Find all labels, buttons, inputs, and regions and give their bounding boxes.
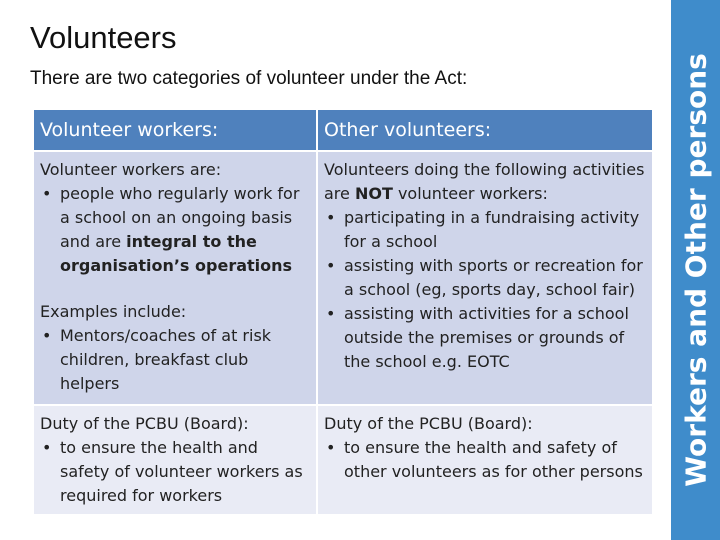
header-other-volunteers: Other volunteers: <box>317 109 653 151</box>
bullet-list <box>324 436 646 484</box>
bullet-list <box>40 182 310 278</box>
side-banner <box>671 0 720 540</box>
list-item: • Mentors/coaches of at risk children, breakfast club helpers <box>60 324 310 396</box>
examples-intro: Examples include: <box>40 302 187 321</box>
header-volunteer-workers: Volunteer workers: <box>33 109 317 151</box>
bullet-text: people who regularly work for a school on an ongoing basis and are <box>60 184 300 251</box>
cell-intro: Volunteer workers are: <box>40 160 222 179</box>
bullet-list <box>40 436 310 508</box>
list-item: • assisting with sports or recreation for a school (eg, sports day, school fair) <box>344 254 646 302</box>
table-header-row <box>33 109 653 151</box>
list-item <box>60 182 310 278</box>
duty-workers-cell <box>33 405 317 515</box>
side-banner-label: Workers and Other persons <box>679 53 712 487</box>
intro-bold-text: NOT <box>354 184 393 203</box>
table-row <box>33 151 653 405</box>
list-item: • assisting with activities for a school outside the premises or grounds of the school e.g. EOTC <box>344 302 646 374</box>
volunteer-table <box>32 108 654 516</box>
cell-intro: Duty of the PCBU (Board): <box>324 414 533 433</box>
duty-others-cell <box>317 405 653 515</box>
intro-text: volunteer workers: <box>392 184 548 203</box>
list-item: • to ensure the health and safety of volunteer workers as required for workers <box>60 436 310 508</box>
other-volunteers-cell <box>317 151 653 405</box>
list-item: • to ensure the health and safety of other volunteers as for other persons <box>344 436 646 484</box>
volunteer-workers-cell <box>33 151 317 405</box>
page-subtitle: There are two categories of volunteer under the Act: <box>30 68 468 89</box>
bullet-list <box>324 206 646 374</box>
list-item: • participating in a fundraising activity for a school <box>344 206 646 254</box>
bullet-bold-text: integral to the organisation’s operations <box>60 232 293 275</box>
cell-intro <box>324 158 646 206</box>
page-title: Volunteers <box>30 20 177 55</box>
cell-intro: Duty of the PCBU (Board): <box>40 414 249 433</box>
table-row <box>33 405 653 515</box>
bullet-list <box>40 324 310 396</box>
intro-text: Volunteers doing the following activities are <box>324 160 645 203</box>
